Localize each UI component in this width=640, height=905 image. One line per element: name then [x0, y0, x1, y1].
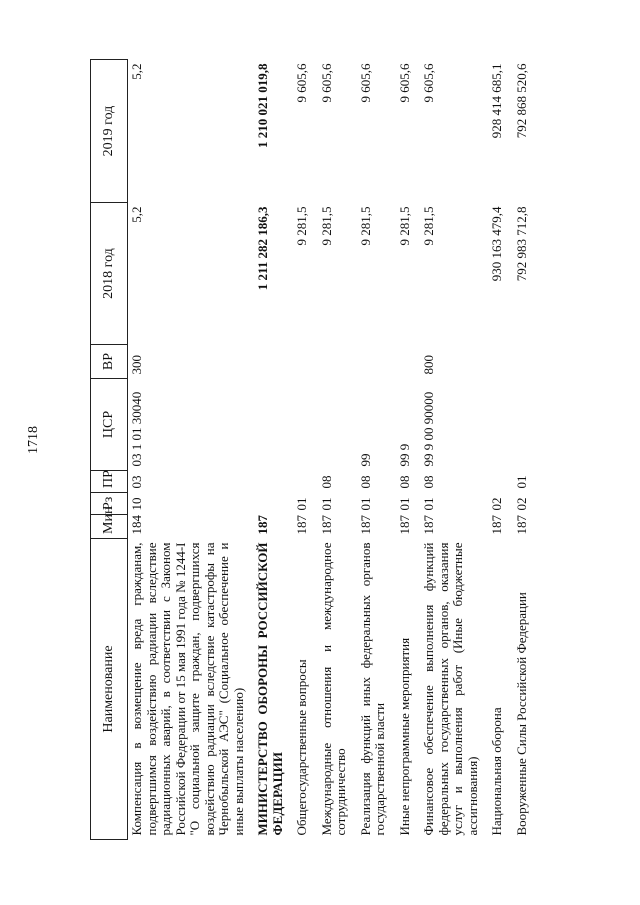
row-rz: 01 [294, 497, 309, 511]
row-min: 184 [129, 515, 144, 535]
row-rz: 02 [489, 497, 504, 511]
budget-table-container [90, 60, 605, 840]
table-row [488, 60, 513, 840]
row-2019: 9 605,6 [294, 63, 309, 103]
row-min: 187 [396, 515, 412, 535]
row-2019: 9 605,6 [357, 63, 373, 103]
row-2019: 928 414 685,1 [489, 63, 504, 139]
row-name: Международные отношения и международное сотрудничество [318, 542, 348, 836]
header-2018: 2018 год [91, 203, 128, 345]
row-2019: 5,2 [129, 63, 144, 80]
row-2018: 792 983 712,8 [513, 206, 529, 282]
row-min: 187 [357, 515, 373, 535]
row-vr [357, 345, 396, 379]
header-csr: ЦСР [91, 379, 128, 471]
row-rz: 01 [357, 497, 373, 511]
row-pr [488, 471, 513, 493]
row-name: Общегосударственные вопросы [294, 659, 309, 836]
budget-table [90, 59, 537, 840]
row-pr: 08 [396, 475, 412, 489]
row-name: Вооруженные Силы Российской Федерации [513, 592, 529, 836]
row-2018: 9 281,5 [357, 206, 373, 246]
row-csr [318, 379, 357, 471]
header-name: Наименование [91, 539, 128, 840]
header-pr: ПР [91, 471, 128, 493]
row-min: 187 [294, 515, 309, 535]
row-2018: 9 281,5 [396, 206, 412, 246]
table-row [357, 60, 396, 840]
table-row [254, 60, 293, 840]
header-min: Мин [91, 515, 128, 539]
row-min: 187 [255, 515, 270, 535]
row-2019: 9 605,6 [421, 63, 436, 103]
row-rz: 01 [318, 497, 334, 511]
table-row [396, 60, 421, 840]
row-vr: 300 [129, 355, 144, 375]
row-pr: 08 [318, 475, 334, 489]
table-header-row [91, 60, 128, 840]
row-pr: 08 [357, 475, 373, 489]
row-csr: 99 9 00 90000 [421, 391, 436, 467]
row-rz [254, 493, 293, 515]
page-number: 1718 [26, 426, 41, 454]
table-row [318, 60, 357, 840]
row-2019: 1 210 021 019,8 [255, 63, 270, 148]
row-2018: 1 211 282 186,3 [255, 206, 270, 291]
row-csr [513, 379, 538, 471]
row-2018: 5,2 [129, 206, 144, 223]
row-name: Национальная оборона [489, 707, 504, 836]
row-pr [293, 471, 318, 493]
row-2019: 792 868 520,6 [513, 63, 529, 139]
row-vr [318, 345, 357, 379]
row-csr [254, 379, 293, 471]
row-csr [293, 379, 318, 471]
row-vr [488, 345, 513, 379]
row-csr: 99 9 [396, 443, 412, 467]
row-csr: 99 [357, 453, 373, 467]
row-rz: 01 [396, 497, 412, 511]
header-vr: ВР [91, 345, 128, 379]
row-2019: 9 605,6 [318, 63, 334, 103]
row-2018: 9 281,5 [421, 206, 436, 246]
row-2018: 9 281,5 [294, 206, 309, 246]
row-vr [396, 345, 421, 379]
row-pr: 01 [513, 475, 529, 489]
row-csr [488, 379, 513, 471]
row-csr: 03 1 01 30040 [129, 391, 144, 467]
row-vr [513, 345, 538, 379]
row-vr: 800 [421, 355, 436, 375]
header-rz: Рз [91, 493, 128, 515]
row-vr [293, 345, 318, 379]
row-min: 187 [489, 515, 504, 535]
row-name: МИНИСТЕРСТВО ОБОРОНЫ РОССИЙСКОЙ ФЕДЕРАЦИИ [255, 542, 285, 836]
row-name: Финансовое обеспечение выполнения функций федеральных государственных органов, оказания услуг и выполнения работ (Иные бюджетные ассигнования) [421, 542, 480, 836]
row-name: Компенсация в возмещение вреда гражданам, подвергшимся воздействию радиации вследствие радиационных аварий, в соответствии с Законом Российской Федерации от 15 мая 1991 года № 1244-I "О социальной защите граждан, подвергшихся воздействию радиации вследствие катастрофы на Чернобыльской АЭС" (Социальное обеспечение и иные выплаты населению) [129, 542, 246, 836]
row-pr: 08 [421, 475, 436, 489]
row-min: 187 [513, 515, 529, 535]
row-name: Иные непрограммные мероприятия [396, 637, 412, 836]
row-2018: 930 163 479,4 [489, 206, 504, 282]
row-min: 187 [318, 515, 334, 535]
table-row [513, 60, 538, 840]
table-row [128, 60, 255, 840]
row-min: 187 [421, 515, 436, 535]
row-2019: 9 605,6 [396, 63, 412, 103]
row-2018: 9 281,5 [318, 206, 334, 246]
table-row [293, 60, 318, 840]
row-vr [254, 345, 293, 379]
table-row [420, 60, 488, 840]
row-rz: 02 [513, 497, 529, 511]
row-rz: 01 [421, 497, 436, 511]
row-pr [254, 471, 293, 493]
row-rz: 10 [129, 497, 144, 511]
row-pr: 03 [129, 475, 144, 489]
header-2019: 2019 год [91, 60, 128, 203]
row-name: Реализация функций иных федеральных органов государственной власти [357, 542, 387, 836]
